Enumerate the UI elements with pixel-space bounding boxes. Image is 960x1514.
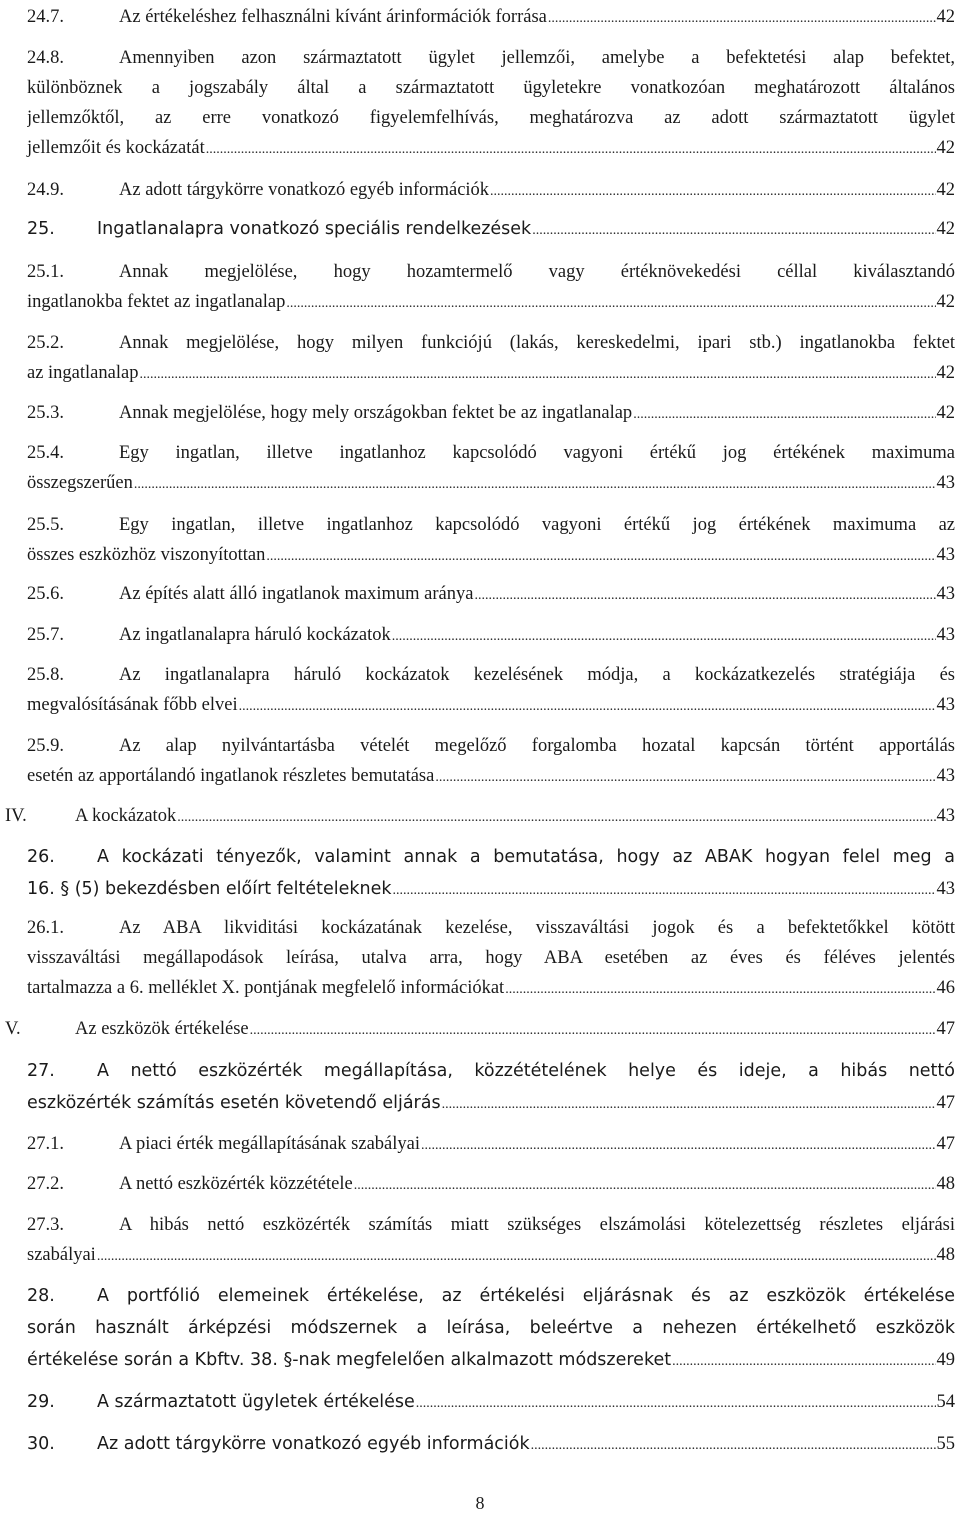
- dot-leader: [633, 407, 935, 423]
- toc-entry-title-line: A kockázati tényezők, valamint annak a bemutatása, hogy az ABAK hogyan felel meg a: [97, 847, 955, 867]
- toc-page-number: 43: [936, 879, 955, 899]
- toc-entry-title: tartalmazza a 6. melléklet X. pontjának megfelelő információkat: [27, 978, 505, 998]
- toc-entry-title-line: A nettó eszközérték megállapítása, közzétételének helye és ideje, a hibás nettó: [97, 1061, 955, 1081]
- toc-page-number: 46: [936, 978, 955, 998]
- toc-entry-title-line: Az alap nyilvántartásba vételét megelőző forgalomba hozatal kapcsán történt apportálás: [119, 736, 955, 756]
- toc-entry-title: Az adott tárgykörre vonatkozó egyéb információk: [97, 1434, 530, 1454]
- toc-entry-title-line: során használt árképzési módszernek a leírása, beleértve a nehezen értékelhető eszközök: [27, 1318, 955, 1338]
- toc-entry-title: Az építés alatt álló ingatlanok maximum aránya: [119, 584, 474, 604]
- dot-leader: [239, 699, 936, 715]
- toc-entry-title: összegszerűen: [27, 473, 133, 493]
- toc-page-number: 54: [936, 1392, 955, 1412]
- toc-entry-title: A piaci érték megállapításának szabályai: [119, 1134, 421, 1154]
- toc-page-number: 43: [936, 545, 955, 565]
- toc-page-number: 47: [936, 1093, 955, 1113]
- toc-entry-title: A származtatott ügyletek értékelése: [97, 1392, 415, 1412]
- dot-leader: [354, 1178, 936, 1194]
- toc-entry-number: 25.5.: [27, 515, 64, 535]
- toc-entry-title: értékelése során a Kbftv. 38. §-nak megfelelően alkalmazott módszereket: [27, 1350, 672, 1370]
- toc-entry-number: 29.: [27, 1392, 55, 1412]
- toc-entry-number: 26.1.: [27, 918, 64, 938]
- toc-entry-title: összes eszközhöz viszonyítottan: [27, 545, 266, 565]
- toc-entry-title: Az ingatlanalapra háruló kockázatok: [119, 625, 391, 645]
- toc-entry-title: A kockázatok: [75, 806, 177, 826]
- toc-page-number: 47: [936, 1019, 955, 1039]
- toc-entry-number: 26.: [27, 847, 55, 867]
- toc-entry-number: 30.: [27, 1434, 55, 1454]
- dot-leader: [134, 477, 936, 493]
- toc-entry-number: 25.6.: [27, 584, 64, 604]
- toc-entry-title-line: Annak megjelölése, hogy milyen funkciójú (lakás, kereskedelmi, ipari stb.) ingatlanokba fektet: [119, 333, 955, 353]
- toc-page-number: 42: [936, 363, 955, 383]
- toc-page-number: 55: [936, 1434, 955, 1454]
- toc-entry-number: 28.: [27, 1286, 55, 1306]
- toc-entry-title-line: Az ABA likviditási kockázatának kezelése, visszaváltási jogok és a befektetőkkel kötött: [119, 918, 955, 938]
- toc-entry-title: A nettó eszközérték közzététele: [119, 1174, 353, 1194]
- toc-entry-title: Az értékeléshez felhasználni kívánt árinformációk forrása: [119, 7, 547, 27]
- toc-entry-number: 27.: [27, 1061, 55, 1081]
- dot-leader: [177, 810, 935, 826]
- toc-entry-number: 25.3.: [27, 403, 64, 423]
- toc-entry-title: esetén az apportálandó ingatlanok részletes bemutatása: [27, 766, 435, 786]
- toc-page-number: 42: [936, 138, 955, 158]
- toc-entry-title-line: Egy ingatlan, illetve ingatlanhoz kapcsolódó vagyoni értékű jog értékének maximuma az: [119, 515, 955, 535]
- toc-entry-number: 25.9.: [27, 736, 64, 756]
- toc-entry-number: 27.3.: [27, 1215, 64, 1235]
- toc-page-number: 43: [936, 584, 955, 604]
- dot-leader: [490, 184, 935, 200]
- dot-leader: [266, 549, 935, 565]
- toc-entry-title: Az eszközök értékelése: [75, 1019, 249, 1039]
- toc-entry-number: 24.7.: [27, 7, 64, 27]
- dot-leader: [286, 296, 935, 312]
- toc-entry-title-line: Amennyiben azon származtatott ügylet jellemzői, amelybe a befektetési alap befektet,: [119, 48, 955, 68]
- toc-page-number: 43: [936, 806, 955, 826]
- toc-entry-number: 27.1.: [27, 1134, 64, 1154]
- dot-leader: [250, 1023, 936, 1039]
- toc-entry-title-line: visszaváltási megállapodások leírása, utalva arra, hogy ABA esetében az éves és féléves jelentés: [27, 948, 955, 968]
- toc-entry-number: 24.8.: [27, 48, 64, 68]
- toc-entry-number: 24.9.: [27, 180, 64, 200]
- dot-leader: [474, 588, 935, 604]
- toc-entry-title: ingatlanokba fektet az ingatlanalap: [27, 292, 286, 312]
- toc-entry-title-line: A portfólió elemeinek értékelése, az értékelési eljárásnak és az eszközök értékelése: [97, 1286, 955, 1306]
- toc-entry-title-line: különböznek a jogszabály által a származtatott ügyletekre vonatkozóan meghatározott általános: [27, 78, 955, 98]
- dot-leader: [672, 1354, 935, 1370]
- toc-entry-number: V.: [5, 1019, 21, 1039]
- toc-entry-title: 16. § (5) bekezdésben előírt feltételeknek: [27, 879, 392, 899]
- toc-page-number: 48: [936, 1245, 955, 1265]
- dot-leader: [505, 982, 935, 998]
- toc-entry-number: 25.1.: [27, 262, 64, 282]
- toc-entry-title: jellemzőit és kockázatát: [27, 138, 205, 158]
- toc-entry-title-line: Az ingatlanalapra háruló kockázatok kezelésének módja, a kockázatkezelés stratégiája és: [119, 665, 955, 685]
- toc-page-number: 42: [936, 403, 955, 423]
- toc-entry-number: IV.: [5, 806, 27, 826]
- toc-page-number: 42: [936, 7, 955, 27]
- toc-entry-number: 25.4.: [27, 443, 64, 463]
- toc-entry-title: szabályai: [27, 1245, 96, 1265]
- dot-leader: [421, 1138, 935, 1154]
- toc-page-number: 49: [936, 1350, 955, 1370]
- toc-entry-title: megvalósításának főbb elvei: [27, 695, 238, 715]
- dot-leader: [532, 223, 935, 239]
- dot-leader: [97, 1249, 936, 1265]
- dot-leader: [416, 1396, 936, 1412]
- toc-entry-number: 25.7.: [27, 625, 64, 645]
- toc-entry-number: 27.2.: [27, 1174, 64, 1194]
- toc-entry-number: 25.: [27, 219, 55, 239]
- page-number: 8: [475, 1493, 485, 1513]
- toc-page-number: 43: [936, 473, 955, 493]
- toc-page-number: 43: [936, 766, 955, 786]
- toc-page-number: 47: [936, 1134, 955, 1154]
- dot-leader: [548, 11, 936, 27]
- toc-page-number: 42: [936, 292, 955, 312]
- toc-entry-title: Az adott tárgykörre vonatkozó egyéb információk: [119, 180, 490, 200]
- toc-entry-number: 25.8.: [27, 665, 64, 685]
- toc-entry-title: az ingatlanalap: [27, 363, 139, 383]
- toc-entry-number: 25.2.: [27, 333, 64, 353]
- toc-entry-title-line: Annak megjelölése, hogy hozamtermelő vagy értéknövekedési céllal kiválasztandó: [119, 262, 955, 282]
- toc-entry-title: eszközérték számítás esetén követendő eljárás: [27, 1093, 441, 1113]
- dot-leader: [392, 629, 936, 645]
- toc-entry-title: Annak megjelölése, hogy mely országokban fektet be az ingatlanalap: [119, 403, 633, 423]
- toc-entry-title-line: jellemzőktől, az erre vonatkozó figyelemfelhívás, meghatározva az adott származtatott ügylet: [27, 108, 955, 128]
- toc-entry-title-line: A hibás nettó eszközérték számítás miatt szükséges elszámolási kötelezettség részletes eljárási: [119, 1215, 955, 1235]
- toc-entry-title-line: Egy ingatlan, illetve ingatlanhoz kapcsolódó vagyoni értékű jog értékének maximuma: [119, 443, 955, 463]
- dot-leader: [531, 1438, 936, 1454]
- toc-page-number: 43: [936, 625, 955, 645]
- toc-page-number: 43: [936, 695, 955, 715]
- dot-leader: [206, 142, 936, 158]
- dot-leader: [139, 367, 935, 383]
- toc-page-number: 42: [936, 219, 955, 239]
- toc-page-number: 48: [936, 1174, 955, 1194]
- toc-page-number: 42: [936, 180, 955, 200]
- dot-leader: [393, 883, 936, 899]
- dot-leader: [442, 1097, 936, 1113]
- toc-entry-title: Ingatlanalapra vonatkozó speciális rendelkezések: [97, 219, 532, 239]
- dot-leader: [435, 770, 935, 786]
